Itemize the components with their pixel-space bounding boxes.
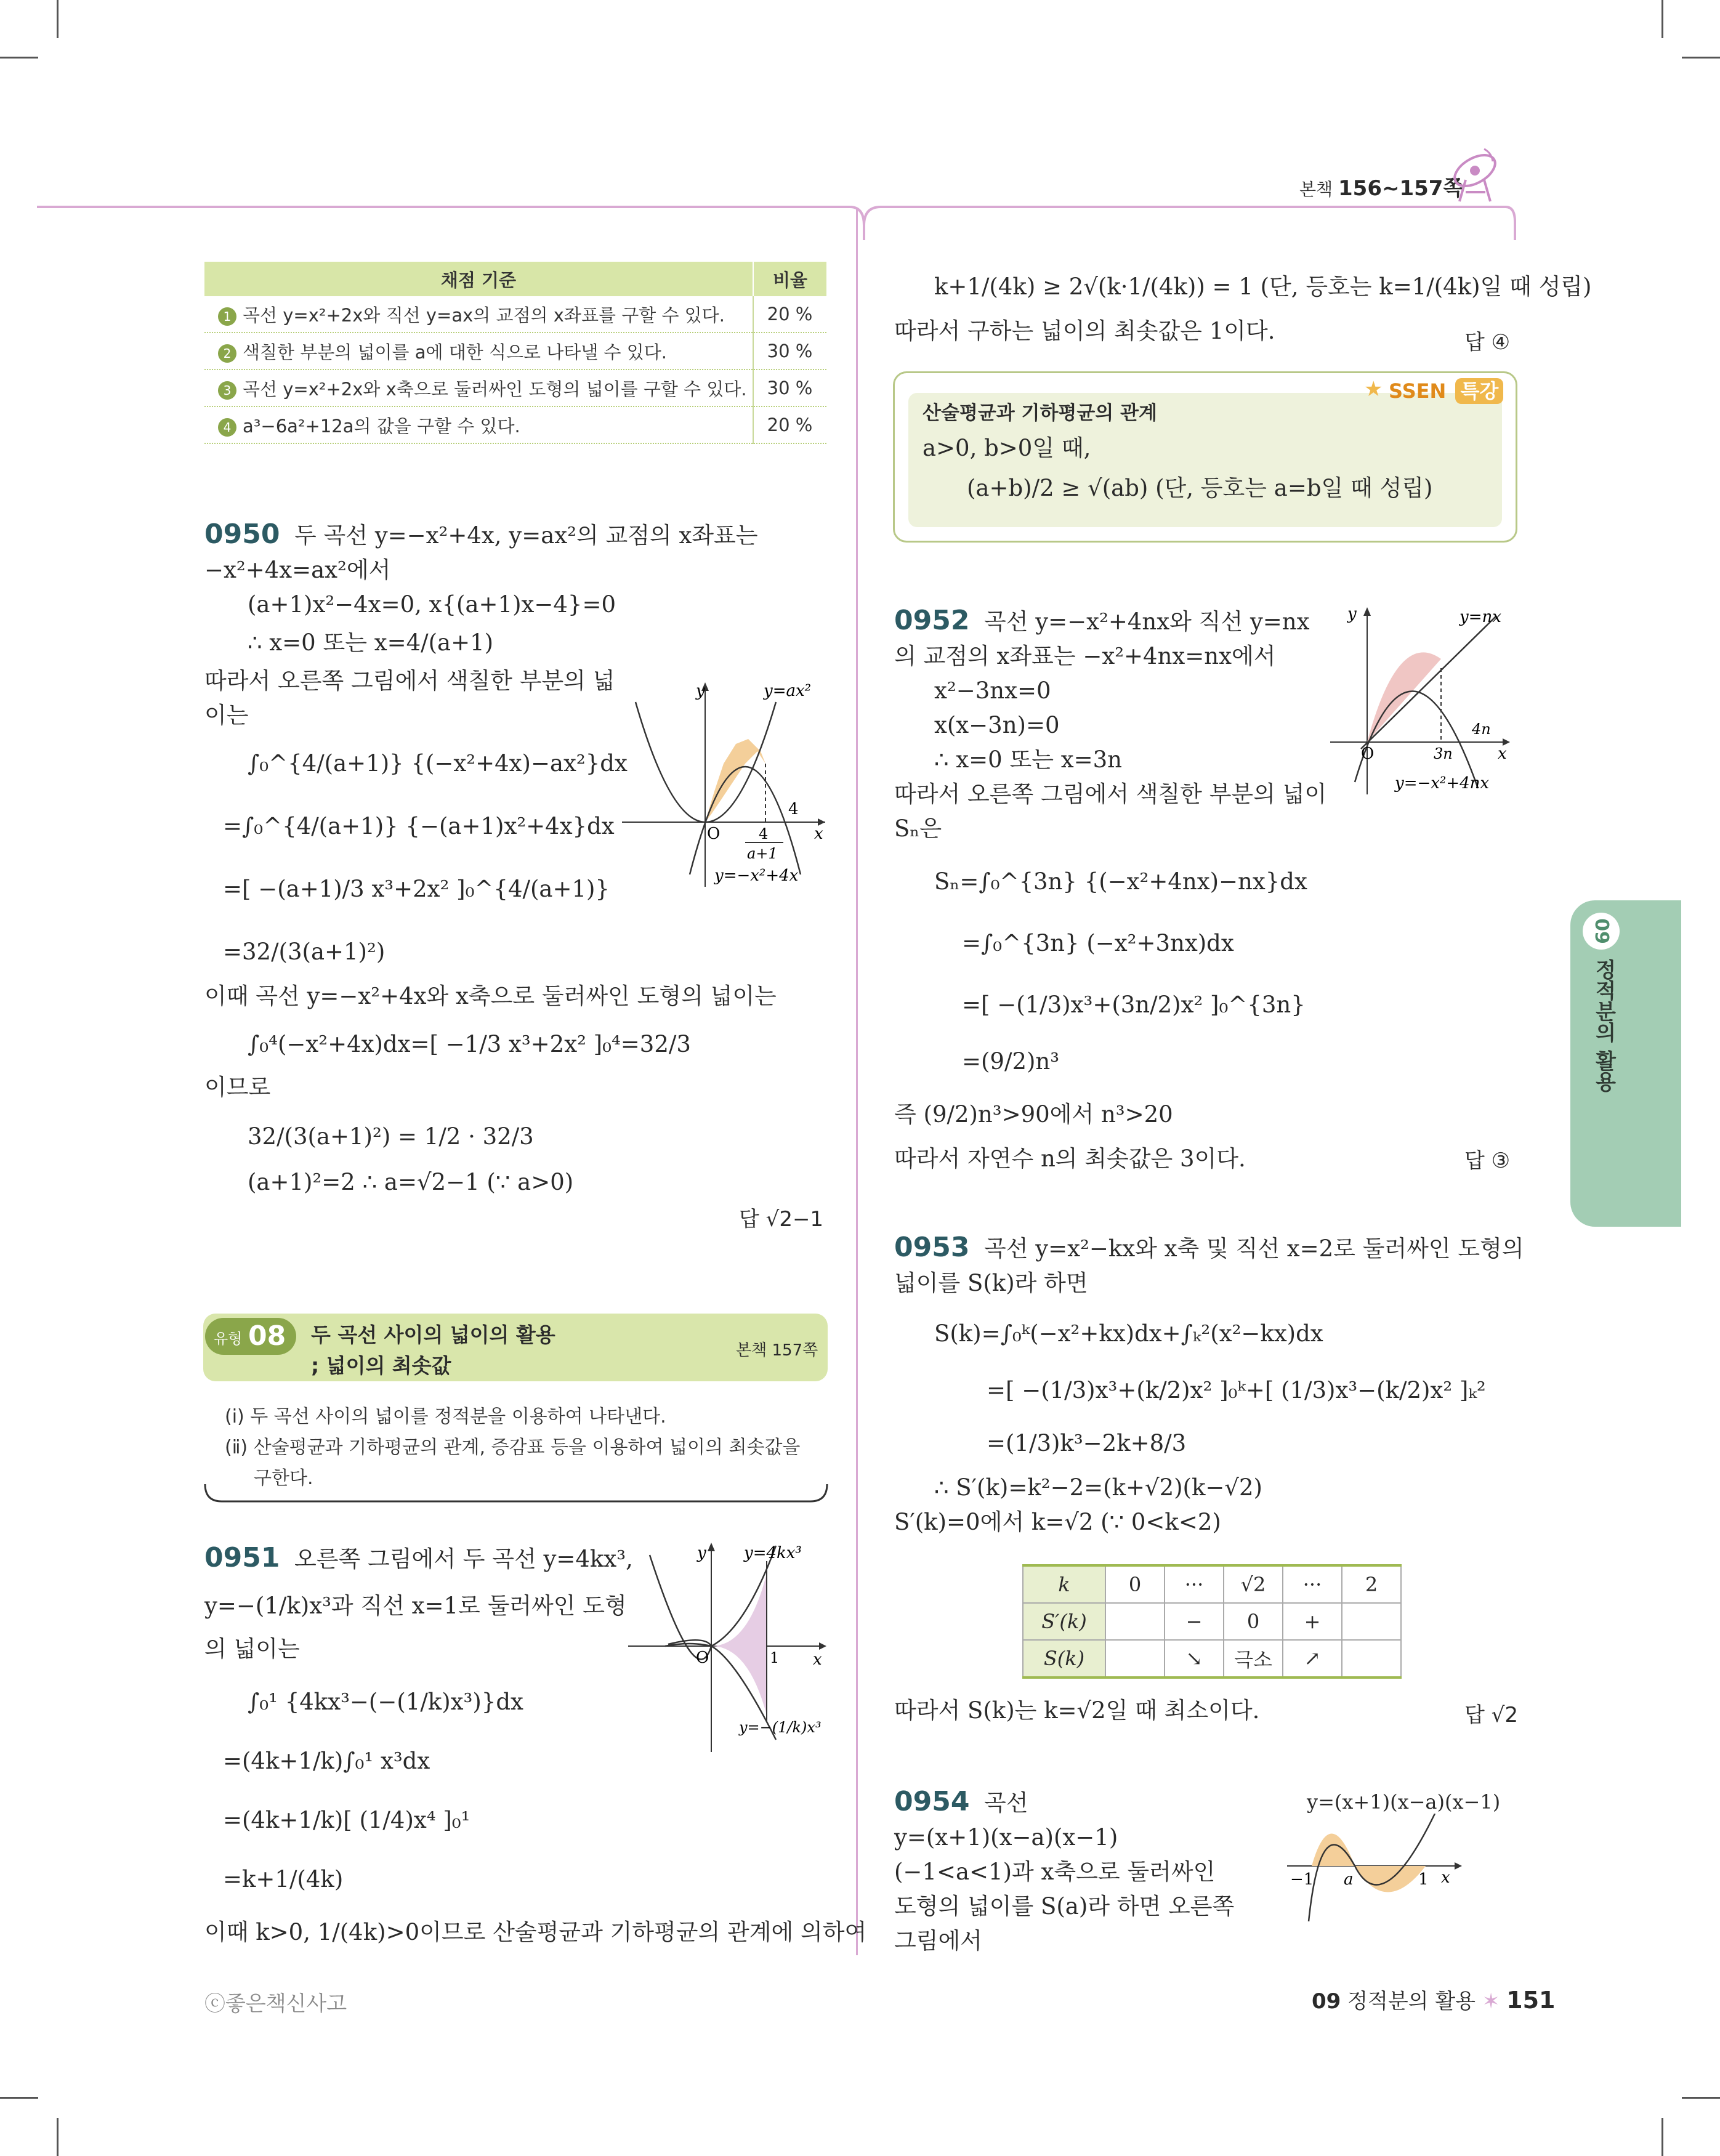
curve-label-bottom: y=−(1/k)x³ [739, 1719, 822, 1736]
criteria-ratio: 20 % [753, 296, 826, 333]
solution-line: 의 교점의 x좌표는 −x²+4nx=nx에서 [894, 643, 1276, 669]
criteria-row [204, 369, 826, 406]
tick-1: 1 [770, 1649, 780, 1666]
type08-subtitle: ; 넓이의 최솟값 [311, 1354, 451, 1378]
sk-cell: 0 [1105, 1565, 1165, 1603]
solution-line: 넓이를 S(k)라 하면 [894, 1270, 1088, 1296]
sk-row [1023, 1603, 1401, 1640]
solution-line: ∴ x=0 또는 x=4/(a+1) [248, 629, 494, 656]
side-tab-chapter: 09 [1583, 913, 1620, 950]
type08-title: 두 곡선 사이의 넓이의 활용 [311, 1323, 555, 1347]
answer-0952: 답 ③ [1464, 1149, 1511, 1173]
solution-line: 이는 [204, 702, 249, 729]
solution-line: 그림에서 [894, 1928, 982, 1954]
problem-0954 [894, 1785, 1234, 1958]
solution-line: ∫₀⁴(−x²+4x)dx=[ −1/3 x³+2x² ]₀⁴=32/3 [248, 1031, 691, 1057]
sk-row [1023, 1565, 1401, 1603]
solution-line: (a+1)²=2 ∴ a=√2−1 (∵ a>0) [248, 1169, 574, 1195]
satellite-icon [1447, 143, 1503, 204]
solution-line: =(4k+1/k)[ (1/4)x⁴ ]₀¹ [223, 1807, 470, 1833]
problem-0953 [894, 1230, 1524, 1540]
solution-line: 이므로 [204, 1074, 271, 1100]
type08-item: (ⅱ) 산술평균과 기하평균의 관계, 증감표 등을 이용하여 넓이의 최솟값을 [225, 1437, 801, 1458]
solution-line: =(4k+1/k)∫₀¹ x³dx [223, 1748, 430, 1774]
type08-list [225, 1402, 800, 1494]
criteria-text: 색칠한 부분의 넓이를 a에 대한 식으로 나타낼 수 있다. [243, 341, 668, 363]
solution-line: S′(k)=0에서 k=√2 (∵ 0<k<2) [894, 1509, 1221, 1535]
tick-frac-num: 4 [759, 825, 769, 842]
graph-0952 [1330, 604, 1515, 801]
solution-line: −x²+4x=ax²에서 [204, 557, 391, 583]
solution-line: 이때 k>0, 1/(4k)>0이므로 산술평균과 기하평균의 관계에 의하여 [204, 1919, 867, 1945]
solution-line: x²−3nx=0 [934, 677, 1051, 704]
graph-0951 [628, 1536, 831, 1758]
sk-cell: − [1165, 1603, 1224, 1640]
curve-label: y=−x²+4nx [1395, 774, 1490, 793]
criteria-text: 곡선 y=x²+2x와 x축으로 둘러싸인 도형의 넓이를 구할 수 있다. [243, 378, 747, 400]
sk-cell: ↘ [1165, 1640, 1224, 1678]
criteria-text: a³−6a²+12a의 값을 구할 수 있다. [243, 415, 520, 437]
solution-line: ∫₀^{4/(a+1)} {(−x²+4x)−ax²}dx [248, 750, 628, 777]
graph-0954 [1287, 1814, 1472, 1924]
footer-copyright: ⓒ좋은책신사고 [204, 1992, 347, 2016]
axis-label-y: y [696, 682, 705, 700]
axis-label-x: x [1441, 1868, 1450, 1887]
answer-0953: 답 √2 [1464, 1703, 1518, 1727]
solution-line: 곡선 [984, 1790, 1028, 1816]
sk-cell: 2 [1342, 1565, 1401, 1603]
solution-line: 따라서 S(k)는 k=√2일 때 최소이다. [894, 1697, 1260, 1724]
chapter-side-tab [1570, 900, 1681, 1227]
graph-0950 [622, 677, 831, 887]
ssen-logo-text: SSEN [1389, 379, 1447, 403]
solution-line: =(9/2)n³ [962, 1048, 1060, 1075]
solution-line: 두 곡선 y=−x²+4x, y=ax²의 교점의 x좌표는 [294, 522, 758, 549]
criteria-num: 3 [218, 381, 236, 400]
sk-cell [1342, 1640, 1401, 1678]
page-number: 151 [1506, 1987, 1556, 2014]
sk-cell: S(k) [1023, 1640, 1105, 1678]
solution-line: x(x−3n)=0 [934, 712, 1060, 738]
type08-badge [205, 1318, 296, 1355]
origin-label: O [696, 1649, 709, 1667]
ssen-logo [1389, 376, 1503, 404]
criteria-row [204, 296, 826, 333]
criteria-num: 2 [218, 344, 236, 363]
sk-row [1023, 1640, 1401, 1678]
solution-line: 따라서 구하는 넓이의 최솟값은 1이다. [894, 318, 1275, 344]
axis-label-x: x [813, 1650, 822, 1669]
criteria-head-item: 채점 기준 [204, 262, 753, 296]
footer-chapter-num: 09 [1312, 1989, 1341, 2014]
answer-0951: 답 ④ [1464, 330, 1511, 355]
solution-line: =[ −(a+1)/3 x³+2x² ]₀^{4/(a+1)} [223, 876, 610, 902]
solution-line: y=−(1/k)x³과 직선 x=1로 둘러싸인 도형 [204, 1593, 627, 1619]
curve-label-0954: y=(x+1)(x−a)(x−1) [1307, 1790, 1501, 1814]
header-frame [37, 197, 1521, 246]
sk-cell: k [1023, 1565, 1105, 1603]
origin-label: O [1361, 745, 1375, 763]
sk-cell: ··· [1283, 1565, 1342, 1603]
sk-cell: √2 [1224, 1565, 1283, 1603]
criteria-text: 곡선 y=x²+2x와 직선 y=ax의 교점의 x좌표를 구할 수 있다. [243, 304, 725, 326]
problem-number: 0950 [204, 519, 280, 550]
sk-cell: ··· [1165, 1565, 1224, 1603]
axis-label-x: x [1498, 745, 1507, 763]
criteria-ratio: 20 % [753, 406, 826, 443]
ssen-line: (a+b)/2 ≥ √(ab) (단, 등호는 a=b일 때 성립) [967, 475, 1433, 501]
criteria-ratio: 30 % [753, 333, 826, 369]
type08-item: 구한다. [254, 1468, 313, 1489]
curve-label-top: y=4kx³ [744, 1544, 802, 1562]
solution-line: 32/(3(a+1)²) = 1/2 · 32/3 [248, 1123, 534, 1150]
solution-line: =[ −(1/3)x³+(3n/2)x² ]₀^{3n} [962, 991, 1306, 1018]
solution-line: =[ −(1/3)x³+(k/2)x² ]₀ᵏ+[ (1/3)x³−(k/2)x² ]ₖ² [987, 1377, 1486, 1403]
header-ref-pages: 156~157쪽 [1338, 176, 1464, 201]
solution-line: 따라서 자연수 n의 최솟값은 3이다. [894, 1145, 1246, 1172]
tick-a: a [1344, 1870, 1354, 1889]
sk-cell: ↗ [1283, 1640, 1342, 1678]
axis-label-y: y [697, 1544, 706, 1562]
tick-m1: −1 [1290, 1870, 1314, 1889]
solution-line: =(1/3)k³−2k+8/3 [987, 1430, 1187, 1456]
solution-line: 따라서 오른쪽 그림에서 색칠한 부분의 넓 [204, 668, 615, 694]
solution-line: y=(x+1)(x−a)(x−1) [894, 1824, 1118, 1851]
problem-number: 0951 [204, 1542, 280, 1573]
sk-cell [1105, 1640, 1165, 1678]
solution-line: =∫₀^{4/(a+1)} {−(a+1)x²+4x}dx [223, 813, 615, 839]
solution-line: =∫₀^{3n} (−x²+3nx)dx [962, 930, 1234, 956]
line-label: y=nx [1460, 608, 1501, 626]
solution-line: 의 넓이는 [204, 1636, 300, 1662]
sk-cell: 0 [1224, 1603, 1283, 1640]
solution-line: Sₙ은 [894, 815, 942, 842]
tick-1: 1 [1418, 1870, 1429, 1889]
sk-table [1022, 1564, 1402, 1679]
criteria-num: 1 [218, 307, 236, 326]
sk-cell [1342, 1603, 1401, 1640]
type08-bracket [203, 1484, 829, 1509]
solution-line: =k+1/(4k) [223, 1866, 344, 1892]
solution-line: =32/(3(a+1)²) [223, 939, 386, 965]
side-tab-title: 정적분의 활용 [1591, 959, 1616, 1092]
solution-line: 곡선 y=x²−kx와 x축 및 직선 x=2로 둘러싸인 도형의 [984, 1235, 1524, 1262]
solution-line: (−1<a<1)과 x축으로 둘러싸인 [894, 1859, 1216, 1885]
solution-line: 곡선 y=−x²+4nx와 직선 y=nx [984, 608, 1310, 635]
criteria-ratio: 30 % [753, 369, 826, 406]
solution-line: ∫₀¹ {4kx³−(−(1/k)x³)}dx [248, 1689, 523, 1715]
sk-cell [1105, 1603, 1165, 1640]
footer-chapter: 09 정적분의 활용 ✶ 151 [1312, 1987, 1556, 2014]
answer-0950: 답 √2−1 [739, 1207, 824, 1232]
type08-ref: 본책 157쪽 [736, 1341, 818, 1360]
origin-label: O [707, 825, 721, 843]
sk-cell: S′(k) [1023, 1603, 1105, 1640]
solution-line: 따라서 오른쪽 그림에서 색칠한 부분의 넓이 [894, 781, 1327, 807]
sk-cell: 극소 [1224, 1640, 1283, 1678]
star-icon: ★ [1364, 377, 1383, 402]
solution-line: 즉 (9/2)n³>90에서 n³>20 [894, 1101, 1173, 1128]
type08-badge-word: 유형 [214, 1330, 243, 1347]
solution-line: k+1/(4k) ≥ 2√(k·1/(4k)) = 1 (단, 등호는 k=1/(4k)일 때 성립) [934, 273, 1592, 300]
problem-number: 0952 [894, 605, 970, 636]
solution-line: 오른쪽 그림에서 두 곡선 y=4kx³, [294, 1546, 633, 1572]
criteria-row [204, 406, 826, 443]
curve-label-ax2: y=ax² [764, 682, 812, 700]
tick-3n: 3n [1434, 745, 1453, 762]
axis-label-y: y [1347, 605, 1357, 623]
problem-number: 0953 [894, 1232, 970, 1263]
problem-0952 [894, 604, 1326, 1176]
sk-cell: + [1283, 1603, 1342, 1640]
solution-line: 이때 곡선 y=−x²+4x와 x축으로 둘러싸인 도형의 넓이는 [204, 983, 777, 1009]
type08-item: (ⅰ) 두 곡선 사이의 넓이를 정적분을 이용하여 나타낸다. [225, 1406, 666, 1427]
tick-4: 4 [788, 800, 799, 818]
ssen-tag: 특강 [1455, 378, 1503, 404]
header-ref [1299, 171, 1463, 201]
type08-badge-num: 08 [248, 1320, 286, 1352]
criteria-row [204, 333, 826, 369]
solution-line: ∴ x=0 또는 x=3n [934, 746, 1122, 773]
criteria-table [204, 262, 826, 444]
ssen-title: 산술평균과 기하평균의 관계 [923, 402, 1157, 424]
ssen-line: a>0, b>0일 때, [923, 435, 1091, 461]
curve-label-4x: y=−x²+4x [714, 866, 799, 885]
solution-line: (a+1)x²−4x=0, x{(a+1)x−4}=0 [248, 591, 616, 618]
header-ref-prefix: 본책 [1299, 179, 1333, 200]
solution-line: Sₙ=∫₀^{3n} {(−x²+4nx)−nx}dx [934, 868, 1307, 895]
solution-line: ∴ S′(k)=k²−2=(k+√2)(k−√2) [934, 1474, 1262, 1501]
criteria-num: 4 [218, 418, 236, 437]
tick-frac-den: a+1 [747, 845, 778, 862]
solution-line: 도형의 넓이를 S(a)라 하면 오른쪽 [894, 1893, 1235, 1920]
tick-4n: 4n [1472, 721, 1491, 738]
axis-label-x: x [814, 825, 823, 843]
footer-chapter-title: 정적분의 활용 [1347, 1989, 1476, 2014]
problem-number: 0954 [894, 1786, 970, 1817]
criteria-head-ratio: 비율 [753, 262, 826, 296]
solution-line: S(k)=∫₀ᵏ(−x²+kx)dx+∫ₖ²(x²−kx)dx [934, 1320, 1323, 1347]
